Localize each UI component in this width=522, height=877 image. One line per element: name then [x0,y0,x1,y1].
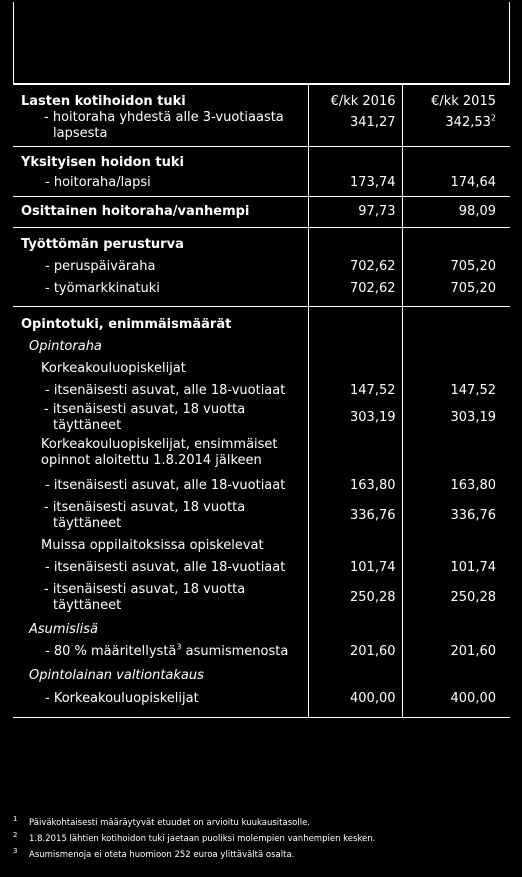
table-row [13,684,510,718]
table-row [13,494,510,532]
table-row [13,434,510,469]
value-2016: 400,00 [308,684,402,718]
row-label: - itsenäisesti asuvat, 18 vuotta täyttäneet [44,500,246,531]
group-title: Muissa oppilaitoksissa opiskelevat [41,538,264,553]
subsection-title: Asumislisä [29,622,98,637]
table-row [13,576,510,614]
value-2015: 336,76 [402,494,510,532]
row-label: - työmarkkinatuki [45,281,160,296]
value-2015: 163,80 [402,469,510,494]
table-row [13,197,510,228]
value-2016: 101,74 [308,554,402,576]
table-row [13,307,510,334]
value-2015: 147,52 [402,377,510,399]
section-title: Opintotuki, enimmäismäärät [13,307,308,334]
value-2016: 147,52 [308,377,402,399]
value-2015: 705,20 [402,253,510,275]
value-2016: 303,19 [308,399,402,434]
section-title: Osittainen hoitoraha/vanhempi [13,197,308,228]
row-label: - itsenäisesti asuvat, 18 vuotta täyttäneet [44,582,246,613]
value-2016: 702,62 [308,275,402,307]
row-label: - itsenäisesti asuvat, alle 18-vuotiaat [45,478,286,493]
table-row [13,532,510,554]
footnotes [13,815,510,863]
value-2016: 250,28 [308,576,402,614]
value-2016: 173,74 [308,171,402,197]
footnote: 2 1.8.2015 lähtien kotihoidon tuki jaetaan puoliksi molempien vanhempien kesken. [13,831,376,844]
row-label: - hoitoraha/lapsi [45,175,151,190]
value-2016: 341,27 [308,110,402,147]
table-row [13,355,510,377]
table-row [13,275,510,307]
value-2016: 97,73 [308,197,402,228]
row-label: - Korkeakouluopiskelijat [13,684,308,718]
row-label: - peruspäiväraha [45,259,156,274]
table-title-box [13,2,510,84]
value-2015: 705,20 [402,275,510,307]
table-row [13,660,510,684]
table-row [13,253,510,275]
table-row [13,110,510,147]
value-2015: 400,00 [402,684,510,718]
subsection-title: Opintolainan valtiontakaus [29,668,204,683]
benefits-table [13,84,510,718]
section-title: Yksityisen hoidon tuki [13,147,308,172]
value-2016: 163,80 [308,469,402,494]
row-label: - itsenäisesti asuvat, alle 18-vuotiaat [45,560,286,575]
value-2016: 201,60 [308,638,402,660]
row-label: - 80 % määritellystä$^3$ asumismenosta [45,642,289,659]
table-row [13,85,510,111]
table-row [13,377,510,399]
table-row [13,614,510,638]
value-2015: 250,28 [402,576,510,614]
table-row [13,399,510,434]
row-label: - hoitoraha yhdestä alle 3-vuotiaasta lapsesta [44,110,284,141]
value-2015: 174,64 [402,171,510,197]
table-row [13,147,510,172]
row-label: - itsenäisesti asuvat, alle 18-vuotiaat [45,383,286,398]
footnote: 3 Asumismenoja ei oteta huomioon 252 euroa ylittävältä osalta. [13,847,295,860]
row-label: - itsenäisesti asuvat, 18 vuotta täyttäneet [44,402,246,433]
section-title: Lasten kotihoidon tuki [13,85,308,111]
header-2015: €/kk 2015 [402,85,510,111]
value-2015: 342,53$^2$ [402,110,510,147]
table-row [13,228,510,254]
table-row [13,333,510,355]
value-2015: 303,19 [402,399,510,434]
section-title: Työttömän perusturva [13,228,308,254]
value-2015: 101,74 [402,554,510,576]
table-row [13,171,510,197]
group-title: Korkeakouluopiskelijat [41,361,186,376]
group-title: Korkeakouluopiskelijat, ensimmäiset opinnot aloitettu 1.8.2014 jälkeen [41,437,278,468]
value-2016: 336,76 [308,494,402,532]
footnote: 1 Päiväkohtaisesti määräytyvät etuudet on arvioitu kuukausitasolle. [13,815,310,828]
table-row [13,638,510,660]
value-2016: 702,62 [308,253,402,275]
value-2015: 98,09 [402,197,510,228]
subsection-title: Opintoraha [29,339,102,354]
table-row [13,554,510,576]
header-2016: €/kk 2016 [308,85,402,111]
value-2015: 201,60 [402,638,510,660]
table-row [13,469,510,494]
